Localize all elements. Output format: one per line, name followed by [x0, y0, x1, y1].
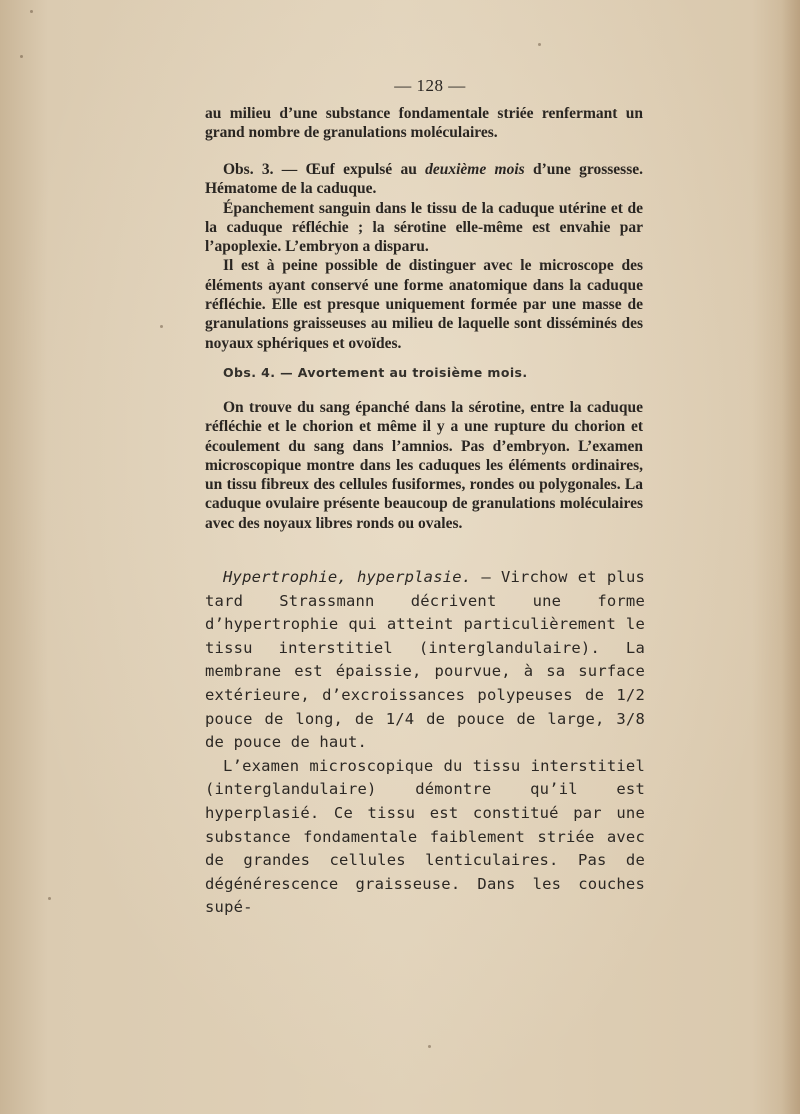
page-number: — 128 — — [394, 76, 466, 95]
obs3-paragraph-1: Épanchement sanguin dans le tissu de la caduque utérine et de la caduque réfléchie ; la sérotine elle-même est envahie par l’apoplexie. L’embryon a disparu. — [205, 199, 643, 256]
obs4-heading-block — [223, 364, 661, 382]
paper-speck — [538, 43, 541, 46]
hypertrophie-paragraph-2: L’examen microscopique du tissu interstitiel (interglandulaire) démontre qu’il est hyperplasié. Ce tissu est constitué par une substance fondamentale faiblement striée avec de grandes cellules lenticulaires. Pas de dégénérescence graisseuse. Dans les couches supé- — [205, 756, 645, 917]
observation-4 — [205, 398, 643, 533]
obs3-heading — [205, 160, 643, 199]
paper-speck — [160, 325, 163, 328]
observation-3 — [205, 160, 643, 353]
paper-speck — [20, 55, 23, 58]
paper-speck — [48, 897, 51, 900]
intro-text: au milieu d’une substance fondamentale striée renfermant un grand nombre de granulations moléculaires. — [205, 105, 643, 142]
obs3-paragraph-2: Il est à peine possible de distinguer avec le microscope des éléments ayant conservé une forme anatomique dans la caduque réfléchie. Elle est presque uniquement formée par une masse de granulations graisseuses au milieu de laquelle sont disséminés des noyaux sphériques et ovoïdes. — [205, 257, 643, 352]
obs3-heading-prefix: Obs. 3. — Œuf expulsé au — [223, 161, 426, 178]
page-edge-shadow — [782, 0, 800, 1114]
paper-speck — [428, 1045, 431, 1048]
obs4-heading: Obs. 4. — Avortement au troisième mois. — [223, 365, 528, 380]
hypertrophie-section — [205, 566, 645, 920]
paper-speck — [30, 10, 33, 13]
obs4-paragraph-1: On trouve du sang épanché dans la sérotine, entre la caduque réfléchie et le chorion et même il y a une rupture du chorion et écoulement du sang dans l’amnios. Pas d’embryon. L’examen microscopique montre dans les caduques les éléments ordinaires, un tissu fibreux des cellules fusiformes, rondes ou polygonales. La caduque ovulaire présente beaucoup de granulations moléculaires avec des noyaux libres ronds ou ovales. — [205, 399, 643, 532]
obs3-heading-italic: deuxième mois — [425, 161, 525, 178]
intro-paragraph — [205, 104, 643, 143]
obs3-heading-suffix: d’une grossesse. Hématome de la caduque. — [205, 161, 643, 198]
hypertrophie-paragraph-1-text: — Virchow et plus tard Strassmann décrivent une forme d’hypertrophie qui atteint particulièrement le tissu interstitiel (interglandulaire). La membrane est épaissie, pourvue, à sa surface extérieure, d’excroissances polypeuses de 1/2 pouce de long, de 1/4 de pouce de large, 3/8 de pouce de haut. — [205, 568, 646, 752]
hypertrophie-paragraph-1 — [205, 566, 645, 755]
hypertrophie-lead: Hypertrophie, hyperplasie. — [223, 568, 472, 586]
